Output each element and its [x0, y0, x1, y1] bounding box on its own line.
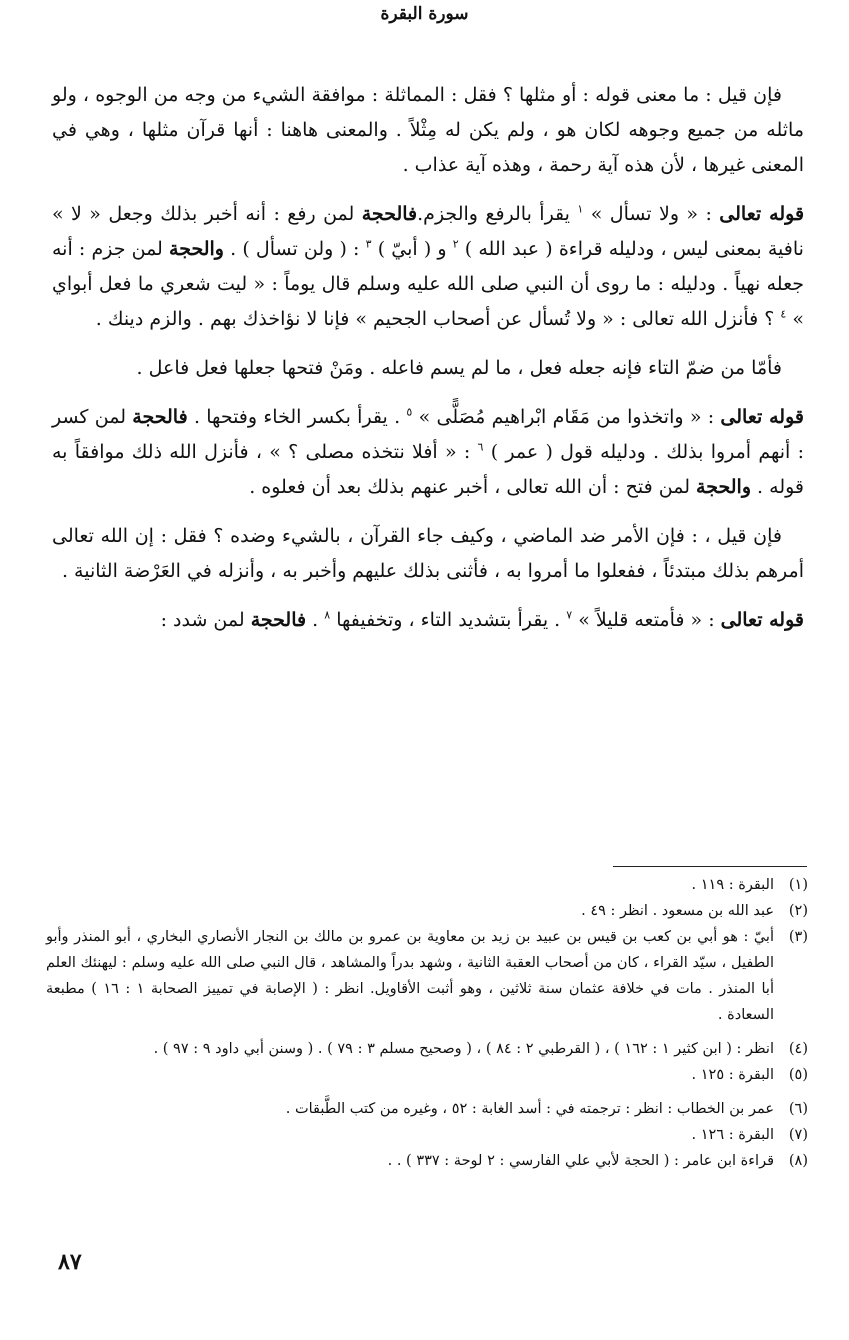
footnote-ref[interactable]: ٢	[452, 237, 459, 251]
footnote-text: البقرة : ١٢٦ .	[691, 1127, 774, 1143]
paragraph-text: . يقرأ بتشديد التاء ، وتخفيفها	[336, 609, 561, 631]
keyword-hujja: فالحجة	[250, 609, 307, 631]
paragraph-text: : « ولا تسأل »	[590, 203, 712, 225]
footnote-gap	[46, 1088, 808, 1096]
footnote-ref[interactable]: ١	[577, 202, 584, 216]
footnote-ref[interactable]: ٦	[477, 440, 484, 454]
footnote-text: أبيّ : هو أبي بن كعب بن قيس بن عبيد بن زيد بن معاوية بن عمرو بن مالك بن النجار الأنصاري البخاري ، أبو المنذر وأبو الطفيل ، سيّد القراء ، كان من أصحاب العقبة الثانية ، وشهد بدراً والمشاهد ، قال النبي صلى الله عليه وسلم : ليهنئك العلم أبا المنذر . مات في خلافة عثمان سنة ثلاثين ، وهو أثبت الأقاويل. انظر : ( الإصابة في تمييز الصحابة ١ : ١٦ ) مطبعة السعادة .	[46, 929, 774, 1023]
footnote-number: (٧)	[788, 1127, 808, 1143]
keyword-hujja: والحجة	[696, 476, 751, 498]
paragraph-text: و ( أبيّ )	[377, 238, 447, 260]
paragraph-3: فأمّا من ضمّ التاء فإنه جعله فعل ، ما لم يسم فاعله . ومَنْ فتحها جعلها فعل فاعل .	[136, 357, 782, 379]
footnote-text: انظر : ( ابن كثير ١ : ١٦٢ ) ، ( القرطبي ٢ : ٨٤ ) ، ( وصحيح مسلم ٣ : ٧٩ ) . ( وسنن أبي داود ٩ : ٩٧ ) .	[153, 1041, 774, 1057]
footnote-8	[46, 1148, 808, 1174]
footnote-ref[interactable]: ٥	[406, 405, 413, 419]
footnote-ref[interactable]: ٤	[780, 307, 787, 321]
footnote-7	[46, 1122, 808, 1148]
paragraph-2	[52, 197, 804, 337]
paragraph-text: لمن جزم : أنه جعله نهياً . ودليله : ما روى أن النبي صلى الله عليه وسلم قال يوماً : « ليت شعري ما فعل أبواي »	[52, 238, 804, 330]
footnote-1	[46, 872, 808, 898]
page-header: سورة البقرة	[380, 4, 469, 24]
footnote-text: عمر بن الخطاب : انظر : ترجمته في : أسد الغابة : ٥٢ ، وغيره من كتب الطَّبقات .	[285, 1101, 774, 1117]
paragraph-5: فإن قيل ، : فإن الأمر ضد الماضي ، وكيف جاء القرآن ، بالشيء وضده ؟ فقل : إن الله تعالى أمرهم بذلك مبتدئاً ، ففعلوا ما أمروا به ، فأثنى بذلك عليهم وأخبر به ، وأنزله في العَرْضة الثانية .	[52, 525, 804, 582]
paragraph-text: .	[312, 609, 319, 631]
footnote-ref[interactable]: ٨	[324, 608, 331, 622]
footnote-number: (٦)	[788, 1101, 808, 1117]
body-text	[52, 78, 804, 652]
footnote-5	[46, 1062, 808, 1088]
paragraph-text: يقرأ بالرفع والجزم.	[417, 203, 570, 225]
keyword-hujja: فالحجة	[132, 406, 188, 428]
paragraph-4	[52, 400, 804, 505]
footnote-number: (١)	[788, 877, 808, 893]
paragraph-6	[52, 603, 804, 638]
paragraph-text: ؟ فأنزل الله تعالى : « ولا تُسأل عن أصحاب الجحيم » فإنا لا نؤاخذك بهم . والزم دينك .	[95, 308, 775, 330]
footnote-4	[46, 1036, 808, 1062]
paragraph-1: فإن قيل : ما معنى قوله : أو مثلها ؟ فقل : المماثلة : موافقة الشيء من وجه من الوجوه ، ولو ماثله من جميع وجوهه لكان هو ، ولم يكن له مِثْلاً . والمعنى هاهنا : أنها قرآن مثلها ، وهي في المعنى غيرها ، لأن هذه آية رحمة ، وهذه آية عذاب .	[52, 84, 804, 176]
paragraph-text: : « فأمتعه قليلاً »	[578, 609, 715, 631]
paragraph-text: لمن رفع : أنه أخبر بذلك وجعل « لا » نافية بمعنى ليس ، ودليله قراءة ( عبد الله )	[52, 203, 804, 260]
keyword-qawluhu: قوله تعالى	[720, 406, 804, 428]
footnote-number: (٣)	[788, 929, 808, 945]
keyword-qawluhu: قوله تعالى	[719, 203, 805, 225]
footnote-6	[46, 1096, 808, 1122]
paragraph-text: : « واتخذوا من مَقَام ابْراهيم مُصَلًّى »	[418, 406, 715, 428]
footnote-gap	[46, 1028, 808, 1036]
footnote-ref[interactable]: ٧	[566, 608, 573, 622]
footnote-3	[46, 924, 808, 1028]
footnote-ref[interactable]: ٣	[365, 237, 372, 251]
paragraph-text: : « أفلا نتخذه مصلى ؟ » ، فأنزل الله ذلك موافقاً به قوله .	[52, 441, 804, 498]
page-number: ٨٧	[58, 1249, 82, 1275]
footnote-number: (٨)	[788, 1153, 808, 1169]
footnote-text: البقرة : ١١٩ .	[691, 877, 774, 893]
paragraph-text: لمن كسر : أنهم أمروا بذلك . ودليله قول ( عمر )	[52, 406, 804, 463]
footnote-text: قراءة ابن عامر : ( الحجة لأبي علي الفارسي : ٢ لوحة : ٣٣٧ ) . .	[387, 1153, 774, 1169]
footnote-2	[46, 898, 808, 924]
keyword-hujja: والحجة	[169, 238, 224, 260]
keyword-hujja: فالحجة	[361, 203, 418, 225]
paragraph-text: لمن فتح : أن الله تعالى ، أخبر عنهم بذلك بعد أن فعلوه .	[249, 476, 690, 498]
footnote-number: (٤)	[788, 1041, 808, 1057]
footnote-number: (٢)	[788, 903, 808, 919]
footnote-text: عبد الله بن مسعود . انظر : ٤٩ .	[581, 903, 774, 919]
keyword-qawluhu: قوله تعالى	[720, 609, 804, 631]
paragraph-text: لمن شدد :	[160, 609, 245, 631]
footnotes	[46, 872, 808, 1174]
footnote-number: (٥)	[788, 1067, 808, 1083]
paragraph-text: : ( ولن تسأل ) .	[230, 238, 360, 260]
footnote-divider	[613, 866, 807, 867]
paragraph-text: . يقرأ بكسر الخاء وفتحها .	[193, 406, 401, 428]
footnote-text: البقرة : ١٢٥ .	[691, 1067, 774, 1083]
